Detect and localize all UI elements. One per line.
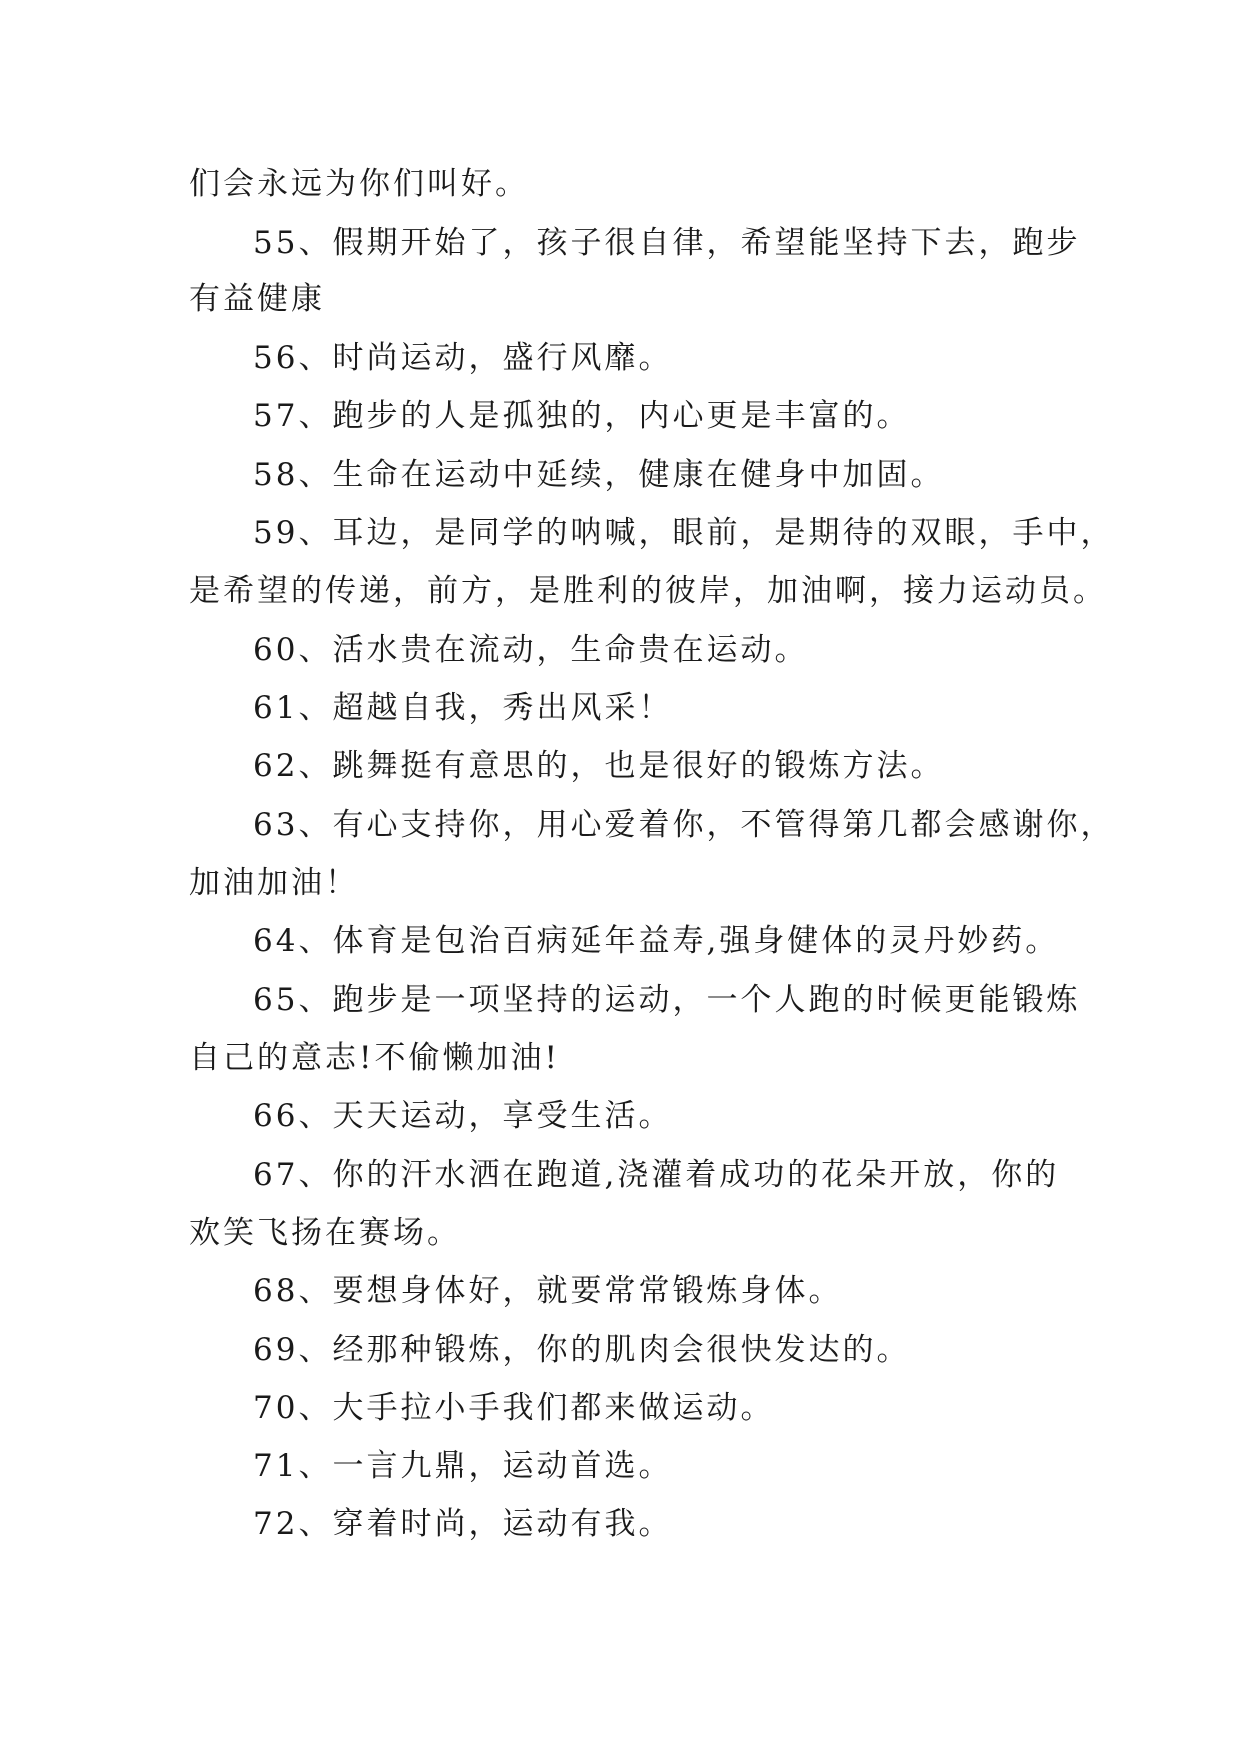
text-line: 有益健康 [189, 281, 325, 317]
text-line: 69、经那种锻炼，你的肌肉会很快发达的。 [253, 1332, 911, 1368]
text-line: 63、有心支持你，用心爱着你，不管得第几都会感谢你， [253, 807, 1115, 843]
text-line: 欢笑飞扬在赛场。 [189, 1215, 461, 1251]
text-line: 56、时尚运动，盛行风靡。 [253, 340, 673, 376]
text-line: 62、跳舞挺有意思的，也是很好的锻炼方法。 [253, 748, 945, 784]
text-line: 66、天天运动，享受生活。 [253, 1098, 673, 1134]
text-line: 57、跑步的人是孤独的，内心更是丰富的。 [253, 398, 911, 434]
text-line: 58、生命在运动中延续，健康在健身中加固。 [253, 457, 945, 493]
text-line: 68、要想身体好，就要常常锻炼身体。 [253, 1273, 843, 1309]
text-line: 60、活水贵在流动，生命贵在运动。 [253, 632, 809, 668]
text-line: 70、大手拉小手我们都来做运动。 [253, 1390, 775, 1426]
text-line: 自己的意志!不偷懒加油! [189, 1040, 560, 1076]
text-line: 72、穿着时尚，运动有我。 [253, 1506, 673, 1542]
text-line: 加油加油！ [189, 865, 359, 901]
text-line: 是希望的传递，前方，是胜利的彼岸，加油啊，接力运动员。 [189, 573, 1107, 609]
text-line: 55、假期开始了，孩子很自律，希望能坚持下去，跑步 [253, 225, 1081, 261]
text-line: 们会永远为你们叫好。 [189, 166, 529, 202]
text-line: 71、一言九鼎，运动首选。 [253, 1448, 673, 1484]
text-line: 59、耳边，是同学的呐喊，眼前，是期待的双眼，手中， [253, 515, 1115, 551]
text-line: 64、体育是包治百病延年益寿,强身健体的灵丹妙药。 [253, 923, 1060, 959]
text-line: 65、跑步是一项坚持的运动，一个人跑的时候更能锻炼 [253, 982, 1081, 1018]
text-line: 61、超越自我，秀出风采！ [253, 690, 673, 726]
text-line: 67、你的汗水洒在跑道,浇灌着成功的花朵开放，你的 [253, 1157, 1060, 1193]
